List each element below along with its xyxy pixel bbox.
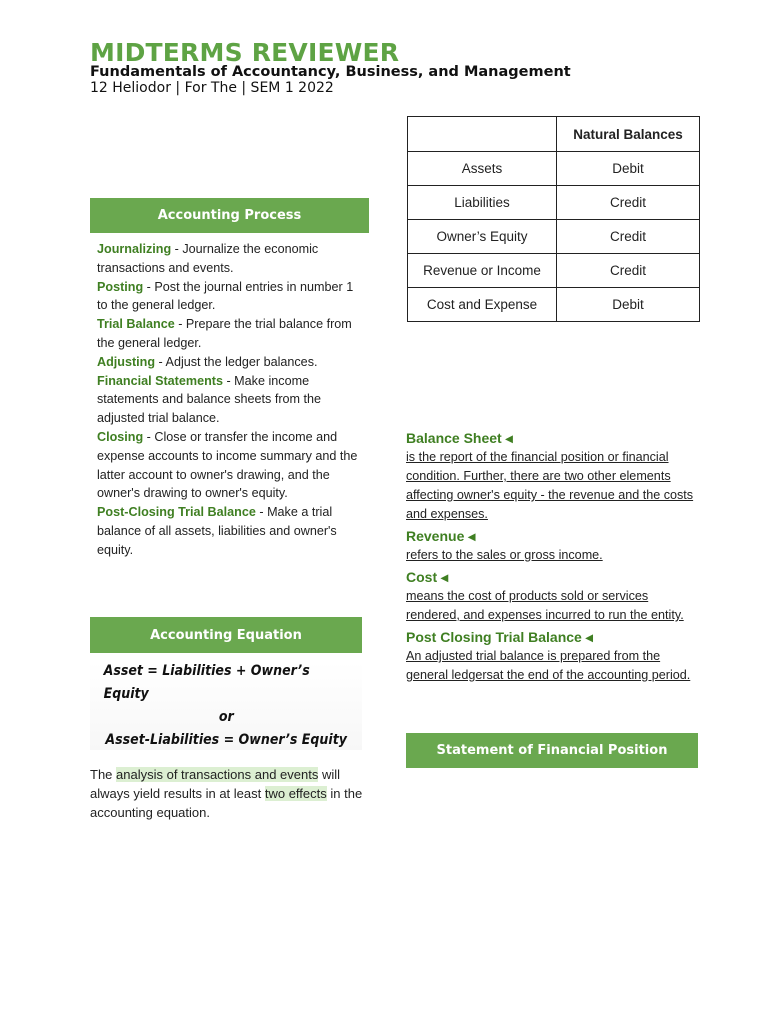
note-text: will always yield results in at least	[90, 767, 341, 801]
step-term: Closing	[97, 429, 144, 444]
step-term: Posting	[97, 279, 144, 294]
step-text: - Adjust the ledger balances.	[155, 354, 318, 369]
definition-term: Revenue ◂	[406, 528, 476, 544]
definitions-list	[406, 428, 698, 687]
list-item	[97, 372, 367, 428]
table-header-row	[408, 117, 700, 152]
definition-text: An adjusted trial balance is prepared from the general ledgersat the end of the accounting period.	[406, 649, 691, 682]
list-item	[97, 315, 367, 353]
definition-text: means the cost of products sold or services rendered, and expenses incurred to run the entity.	[406, 589, 684, 622]
step-term: Journalizing	[97, 242, 172, 256]
table-cell-account: Revenue or Income	[408, 254, 557, 288]
equation-note	[90, 765, 365, 822]
table-cell-account: Cost and Expense	[408, 288, 557, 322]
step-term: Trial Balance	[97, 317, 175, 332]
definition-text: is the report of the financial position or financial condition. Further, there are two other elements affecting owner's equity - the revenue and the costs and expenses.	[406, 450, 694, 521]
table-cell-account: Assets	[408, 152, 557, 186]
table-header-natural-balances: Natural Balances	[557, 117, 700, 152]
step-text: - Journalize the economic transactions and events.	[97, 242, 319, 275]
page-meta: 12 Heliodor | For The | SEM 1 2022	[90, 80, 334, 96]
accounting-process-heading: Accounting Process	[90, 198, 369, 233]
table-cell-balance: Credit	[557, 220, 700, 254]
list-item	[97, 353, 367, 372]
note-text: The	[90, 767, 117, 782]
step-term: Financial Statements	[97, 373, 223, 388]
list-item	[97, 503, 367, 559]
step-text: - Post the journal entries in number 1 to the general ledger.	[97, 279, 354, 313]
definition-text: refers to the sales or gross income.	[406, 548, 603, 562]
table-row	[408, 220, 700, 254]
step-text: - Make a trial balance of all assets, liabilities and owner's equity.	[97, 505, 337, 557]
list-item	[97, 240, 367, 278]
statement-of-financial-position-heading: Statement of Financial Position	[406, 733, 698, 768]
page-title: MIDTERMS REVIEWER	[90, 38, 400, 67]
step-text: - Make income statements and balance sheets from the adjusted trial balance.	[97, 373, 322, 426]
list-item	[97, 278, 367, 316]
definition-term: Balance Sheet ◂	[406, 430, 513, 446]
note-highlight: analysis of transactions and events	[116, 767, 319, 782]
definition-term: Cost ◂	[406, 569, 449, 585]
step-term: Adjusting	[97, 354, 156, 369]
equation-line-or: or	[218, 709, 234, 725]
accounting-equation-heading: Accounting Equation	[90, 617, 362, 653]
step-text: - Prepare the trial balance from the general ledger.	[97, 317, 352, 350]
note-text: in the accounting equation.	[90, 786, 363, 820]
equation-line-2: Asset-Liabilities = Owner’s Equity	[105, 732, 347, 748]
page-subtitle: Fundamentals of Accountancy, Business, and Management	[90, 64, 571, 80]
table-cell-account: Liabilities	[408, 186, 557, 220]
definition-term: Post Closing Trial Balance ◂	[406, 629, 593, 645]
note-highlight: two effects	[264, 786, 327, 801]
list-item	[97, 428, 367, 503]
table-row	[408, 288, 700, 322]
natural-balances-table	[407, 116, 700, 322]
step-term: Post-Closing Trial Balance	[97, 505, 256, 520]
table-cell-account: Owner’s Equity	[408, 220, 557, 254]
table-header-blank	[408, 117, 557, 152]
table-cell-balance: Credit	[557, 186, 700, 220]
table-row	[408, 152, 700, 186]
accounting-equation-figure	[90, 662, 362, 750]
table-cell-balance: Credit	[557, 254, 700, 288]
table-row	[408, 186, 700, 220]
table-cell-balance: Debit	[557, 288, 700, 322]
equation-line-1: Asset = Liabilities + Owner’s Equity	[103, 663, 310, 702]
step-text: - Close or transfer the income and expense accounts to income summary and the latter account to owner's drawing, and the owner's drawing to owner's equity.	[97, 429, 358, 501]
table-row	[408, 254, 700, 288]
accounting-process-list	[97, 240, 367, 560]
table-cell-balance: Debit	[557, 152, 700, 186]
